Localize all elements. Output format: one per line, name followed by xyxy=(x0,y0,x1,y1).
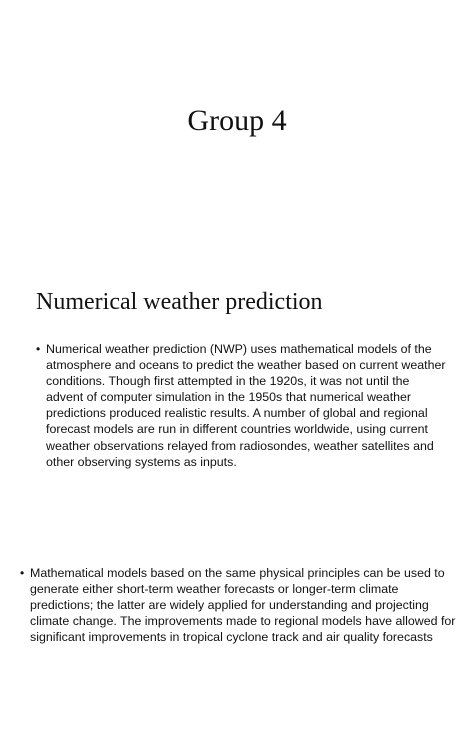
bullet-item xyxy=(20,565,456,645)
slide-heading: Numerical weather prediction xyxy=(36,289,323,315)
bullet-item xyxy=(36,341,446,470)
title-slide xyxy=(0,0,474,250)
slide-title: Group 4 xyxy=(187,104,287,137)
bullet-symbol: • xyxy=(36,342,41,356)
models-slide xyxy=(0,550,474,750)
bullet-text: Numerical weather prediction (NWP) uses mathematical models of the atmosphere and oceans to predict the weather based on current weather conditions. Though first attempted in the 1920s, it was not until the advent of computer simulation in the 1950s that numerical weather predictions produced realistic results. A number of global and regional forecast models are run in different countries worldwide, using current weather observations relayed from radiosondes, weather satellites and other observing systems as inputs. xyxy=(46,342,446,469)
bullet-symbol: • xyxy=(20,566,25,580)
nwp-slide xyxy=(0,250,474,550)
bullet-text: Mathematical models based on the same physical principles can be used to generate either short-term weather forecasts or longer-term climate predictions; the latter are widely applied for understanding and projecting climate change. The improvements made to regional models have allowed for significant improvements in tropical cyclone track and air quality forecasts xyxy=(30,566,456,645)
